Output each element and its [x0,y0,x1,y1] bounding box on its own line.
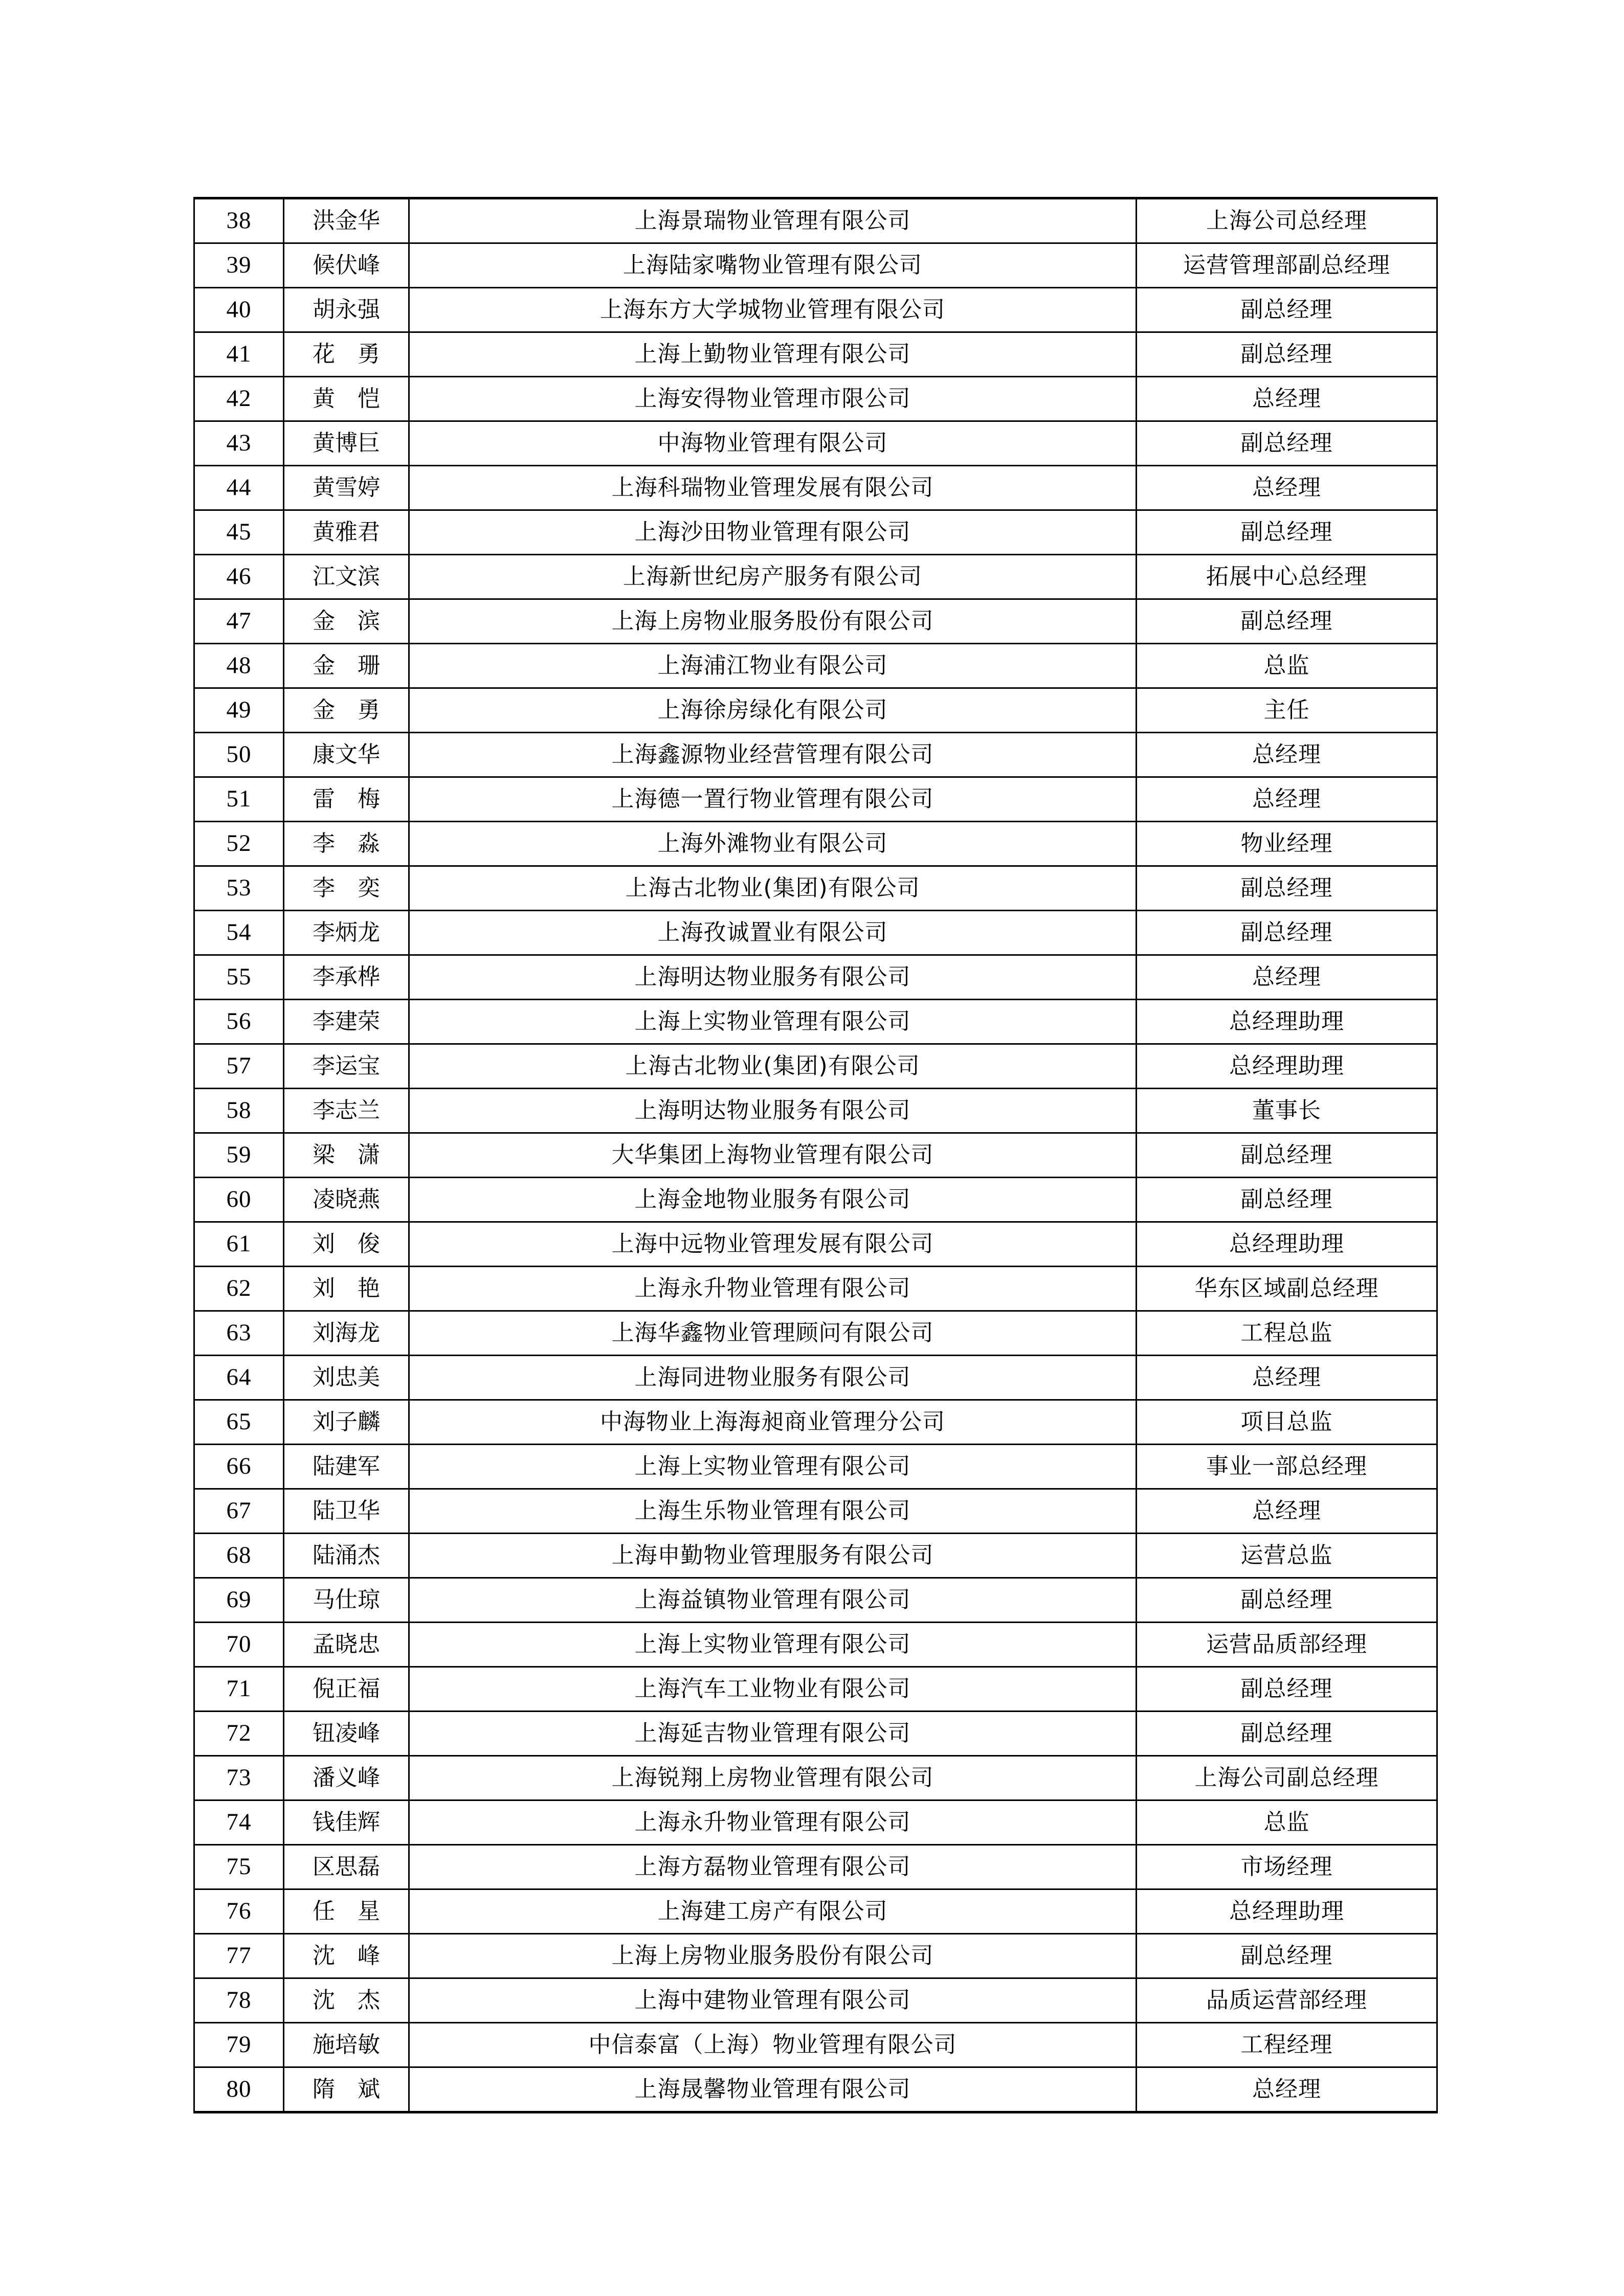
row-company-cell: 上海新世纪房产服务有限公司 [409,555,1137,599]
row-name-cell: 刘忠美 [284,1356,409,1400]
row-index-cell: 49 [194,688,284,733]
row-name-cell: 江文滨 [284,555,409,599]
row-title-cell: 总经理助理 [1137,1222,1437,1267]
table-row [194,1578,1437,1623]
row-title-cell: 总经理 [1137,1489,1437,1534]
row-index-cell: 75 [194,1845,284,1889]
row-title-cell: 总监 [1137,644,1437,688]
table-row [194,1133,1437,1178]
row-index-cell: 45 [194,510,284,555]
row-company-cell: 上海徐房绿化有限公司 [409,688,1137,733]
row-name-cell: 康文华 [284,733,409,777]
table-row [194,1489,1437,1534]
row-title-cell: 总经理 [1137,777,1437,822]
table-row [194,1978,1437,2023]
table-row [194,377,1437,421]
table-row [194,332,1437,377]
row-company-cell: 上海上房物业服务股份有限公司 [409,599,1137,644]
row-index-cell: 53 [194,866,284,911]
row-company-cell: 上海东方大学城物业管理有限公司 [409,288,1137,332]
row-name-cell: 雷 梅 [284,777,409,822]
row-index-cell: 79 [194,2023,284,2067]
row-company-cell: 上海浦江物业有限公司 [409,644,1137,688]
row-title-cell: 主任 [1137,688,1437,733]
table-row [194,198,1437,243]
row-title-cell: 上海公司总经理 [1137,198,1437,243]
row-title-cell: 品质运营部经理 [1137,1978,1437,2023]
row-title-cell: 董事长 [1137,1089,1437,1133]
row-name-cell: 李志兰 [284,1089,409,1133]
row-title-cell: 副总经理 [1137,1934,1437,1978]
row-index-cell: 73 [194,1756,284,1800]
row-index-cell: 46 [194,555,284,599]
table-row [194,1000,1437,1044]
table-row [194,866,1437,911]
row-name-cell: 倪正福 [284,1667,409,1712]
table-row [194,1311,1437,1356]
row-index-cell: 76 [194,1889,284,1934]
row-name-cell: 黄 恺 [284,377,409,421]
row-name-cell: 陆建军 [284,1445,409,1489]
row-name-cell: 胡永强 [284,288,409,332]
row-title-cell: 总监 [1137,1800,1437,1845]
row-name-cell: 钮凌峰 [284,1712,409,1756]
row-index-cell: 42 [194,377,284,421]
row-title-cell: 总经理 [1137,466,1437,510]
row-index-cell: 78 [194,1978,284,2023]
row-company-cell: 上海中建物业管理有限公司 [409,1978,1137,2023]
row-index-cell: 48 [194,644,284,688]
row-company-cell: 中海物业上海海昶商业管理分公司 [409,1400,1137,1445]
row-company-cell: 大华集团上海物业管理有限公司 [409,1133,1137,1178]
row-index-cell: 52 [194,822,284,866]
row-index-cell: 77 [194,1934,284,1978]
roster-table-body [194,198,1437,2112]
row-title-cell: 总经理助理 [1137,1889,1437,1934]
row-name-cell: 陆卫华 [284,1489,409,1534]
row-company-cell: 上海中远物业管理发展有限公司 [409,1222,1137,1267]
row-company-cell: 上海汽车工业物业有限公司 [409,1667,1137,1712]
row-name-cell: 李炳龙 [284,911,409,955]
row-title-cell: 总经理助理 [1137,1044,1437,1089]
row-company-cell: 上海上勤物业管理有限公司 [409,332,1137,377]
table-row [194,421,1437,466]
row-title-cell: 副总经理 [1137,1133,1437,1178]
row-company-cell: 上海上实物业管理有限公司 [409,1000,1137,1044]
row-company-cell: 上海外滩物业有限公司 [409,822,1137,866]
row-name-cell: 候伏峰 [284,243,409,288]
row-name-cell: 洪金华 [284,198,409,243]
table-row [194,1845,1437,1889]
row-company-cell: 上海科瑞物业管理发展有限公司 [409,466,1137,510]
row-title-cell: 总经理助理 [1137,1000,1437,1044]
row-title-cell: 工程经理 [1137,2023,1437,2067]
row-name-cell: 任 星 [284,1889,409,1934]
table-row [194,1178,1437,1222]
table-row [194,1044,1437,1089]
row-name-cell: 梁 潇 [284,1133,409,1178]
table-row [194,733,1437,777]
row-name-cell: 马仕琼 [284,1578,409,1623]
table-row [194,911,1437,955]
row-name-cell: 施培敏 [284,2023,409,2067]
row-name-cell: 李 淼 [284,822,409,866]
row-name-cell: 刘 艳 [284,1267,409,1311]
row-company-cell: 上海华鑫物业管理顾问有限公司 [409,1311,1137,1356]
row-name-cell: 金 勇 [284,688,409,733]
row-index-cell: 70 [194,1623,284,1667]
row-name-cell: 隋 斌 [284,2067,409,2112]
row-company-cell: 上海孜诚置业有限公司 [409,911,1137,955]
row-company-cell: 上海方磊物业管理有限公司 [409,1845,1137,1889]
row-name-cell: 金 珊 [284,644,409,688]
row-title-cell: 总经理 [1137,2067,1437,2112]
row-index-cell: 74 [194,1800,284,1845]
row-name-cell: 钱佳辉 [284,1800,409,1845]
row-index-cell: 64 [194,1356,284,1400]
row-company-cell: 上海安得物业管理市限公司 [409,377,1137,421]
row-name-cell: 潘义峰 [284,1756,409,1800]
row-title-cell: 副总经理 [1137,1667,1437,1712]
row-company-cell: 上海上房物业服务股份有限公司 [409,1934,1137,1978]
table-row [194,1267,1437,1311]
row-index-cell: 67 [194,1489,284,1534]
row-title-cell: 工程总监 [1137,1311,1437,1356]
row-title-cell: 副总经理 [1137,421,1437,466]
row-company-cell: 上海陆家嘴物业管理有限公司 [409,243,1137,288]
row-name-cell: 陆涌杰 [284,1534,409,1578]
row-title-cell: 副总经理 [1137,599,1437,644]
row-index-cell: 71 [194,1667,284,1712]
table-row [194,2067,1437,2112]
row-index-cell: 57 [194,1044,284,1089]
row-index-cell: 80 [194,2067,284,2112]
row-name-cell: 黄博巨 [284,421,409,466]
row-company-cell: 上海鑫源物业经营管理有限公司 [409,733,1137,777]
row-name-cell: 凌晓燕 [284,1178,409,1222]
row-index-cell: 40 [194,288,284,332]
row-name-cell: 李运宝 [284,1044,409,1089]
row-name-cell: 花 勇 [284,332,409,377]
row-name-cell: 区思磊 [284,1845,409,1889]
roster-table [193,197,1438,2113]
table-row [194,555,1437,599]
table-row [194,1445,1437,1489]
row-index-cell: 39 [194,243,284,288]
table-row [194,1889,1437,1934]
row-name-cell: 黄雪婷 [284,466,409,510]
row-company-cell: 中海物业管理有限公司 [409,421,1137,466]
row-title-cell: 物业经理 [1137,822,1437,866]
row-company-cell: 上海建工房产有限公司 [409,1889,1137,1934]
row-title-cell: 事业一部总经理 [1137,1445,1437,1489]
row-name-cell: 黄雅君 [284,510,409,555]
table-row [194,955,1437,1000]
row-title-cell: 拓展中心总经理 [1137,555,1437,599]
table-row [194,1089,1437,1133]
table-row [194,288,1437,332]
row-title-cell: 副总经理 [1137,288,1437,332]
row-title-cell: 副总经理 [1137,911,1437,955]
table-row [194,1623,1437,1667]
row-title-cell: 华东区域副总经理 [1137,1267,1437,1311]
row-title-cell: 副总经理 [1137,510,1437,555]
row-company-cell: 上海永升物业管理有限公司 [409,1800,1137,1845]
row-index-cell: 68 [194,1534,284,1578]
row-company-cell: 上海景瑞物业管理有限公司 [409,198,1137,243]
row-company-cell: 上海上实物业管理有限公司 [409,1445,1137,1489]
row-index-cell: 44 [194,466,284,510]
table-row [194,688,1437,733]
row-title-cell: 总经理 [1137,733,1437,777]
row-name-cell: 李建荣 [284,1000,409,1044]
row-company-cell: 上海生乐物业管理有限公司 [409,1489,1137,1534]
table-row [194,1712,1437,1756]
row-title-cell: 运营管理部副总经理 [1137,243,1437,288]
row-index-cell: 63 [194,1311,284,1356]
row-company-cell: 上海锐翔上房物业管理有限公司 [409,1756,1137,1800]
row-title-cell: 项目总监 [1137,1400,1437,1445]
row-index-cell: 69 [194,1578,284,1623]
row-company-cell: 上海永升物业管理有限公司 [409,1267,1137,1311]
table-row [194,1400,1437,1445]
row-index-cell: 65 [194,1400,284,1445]
row-title-cell: 副总经理 [1137,1578,1437,1623]
row-title-cell: 上海公司副总经理 [1137,1756,1437,1800]
row-index-cell: 54 [194,911,284,955]
row-name-cell: 沈 杰 [284,1978,409,2023]
row-name-cell: 李承桦 [284,955,409,1000]
row-company-cell: 上海明达物业服务有限公司 [409,1089,1137,1133]
row-company-cell: 上海金地物业服务有限公司 [409,1178,1137,1222]
row-title-cell: 运营品质部经理 [1137,1623,1437,1667]
table-row [194,2023,1437,2067]
row-title-cell: 副总经理 [1137,332,1437,377]
row-name-cell: 沈 峰 [284,1934,409,1978]
row-company-cell: 上海德一置行物业管理有限公司 [409,777,1137,822]
row-title-cell: 市场经理 [1137,1845,1437,1889]
row-index-cell: 66 [194,1445,284,1489]
row-title-cell: 副总经理 [1137,866,1437,911]
row-company-cell: 上海明达物业服务有限公司 [409,955,1137,1000]
table-row [194,1667,1437,1712]
row-name-cell: 金 滨 [284,599,409,644]
row-title-cell: 总经理 [1137,377,1437,421]
table-row [194,243,1437,288]
row-name-cell: 刘子麟 [284,1400,409,1445]
row-company-cell: 上海申勤物业管理服务有限公司 [409,1534,1137,1578]
row-name-cell: 孟晓忠 [284,1623,409,1667]
table-row [194,510,1437,555]
row-title-cell: 总经理 [1137,955,1437,1000]
row-title-cell: 副总经理 [1137,1178,1437,1222]
row-index-cell: 47 [194,599,284,644]
row-company-cell: 上海上实物业管理有限公司 [409,1623,1137,1667]
row-company-cell: 上海同进物业服务有限公司 [409,1356,1137,1400]
row-company-cell: 中信泰富（上海）物业管理有限公司 [409,2023,1137,2067]
row-title-cell: 运营总监 [1137,1534,1437,1578]
table-row [194,777,1437,822]
row-company-cell: 上海益镇物业管理有限公司 [409,1578,1137,1623]
row-company-cell: 上海沙田物业管理有限公司 [409,510,1137,555]
row-title-cell: 总经理 [1137,1356,1437,1400]
table-row [194,1934,1437,1978]
row-name-cell: 刘 俊 [284,1222,409,1267]
table-row [194,1800,1437,1845]
row-company-cell: 上海延吉物业管理有限公司 [409,1712,1137,1756]
row-name-cell: 刘海龙 [284,1311,409,1356]
row-name-cell: 李 奕 [284,866,409,911]
row-company-cell: 上海古北物业(集团)有限公司 [409,1044,1137,1089]
row-company-cell: 上海古北物业(集团)有限公司 [409,866,1137,911]
row-index-cell: 58 [194,1089,284,1133]
table-row [194,599,1437,644]
row-index-cell: 72 [194,1712,284,1756]
table-row [194,1222,1437,1267]
row-index-cell: 55 [194,955,284,1000]
table-row [194,822,1437,866]
row-index-cell: 59 [194,1133,284,1178]
table-row [194,1756,1437,1800]
row-index-cell: 56 [194,1000,284,1044]
row-title-cell: 副总经理 [1137,1712,1437,1756]
row-company-cell: 上海晟馨物业管理有限公司 [409,2067,1137,2112]
table-row [194,1356,1437,1400]
roster-table-container [193,197,1436,2113]
row-index-cell: 41 [194,332,284,377]
table-row [194,644,1437,688]
row-index-cell: 43 [194,421,284,466]
row-index-cell: 60 [194,1178,284,1222]
table-row [194,466,1437,510]
row-index-cell: 38 [194,198,284,243]
row-index-cell: 61 [194,1222,284,1267]
table-row [194,1534,1437,1578]
row-index-cell: 62 [194,1267,284,1311]
row-index-cell: 51 [194,777,284,822]
row-index-cell: 50 [194,733,284,777]
